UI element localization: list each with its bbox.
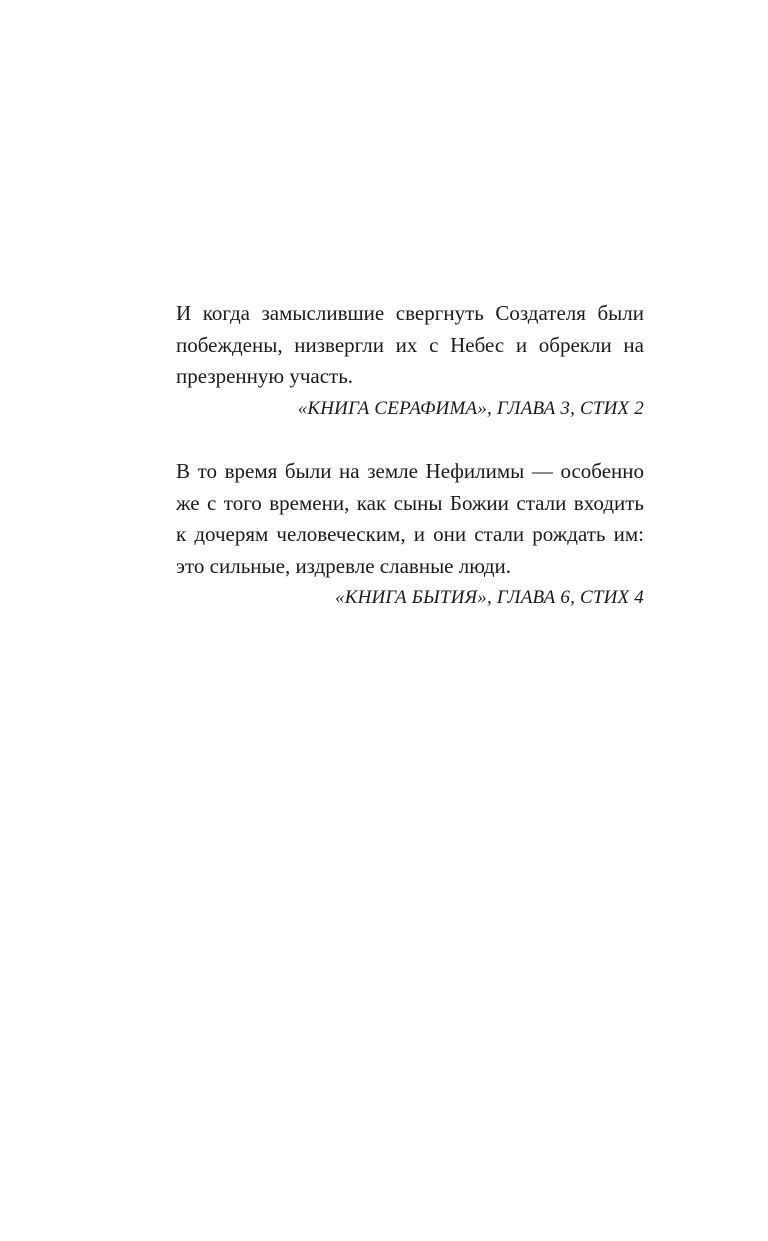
epigraph-source: «КНИГА СЕРАФИМА», ГЛАВА 3, СТИХ 2 (297, 397, 644, 419)
epigraph-line: к дочерям человеческим, и они стали рождать им: (176, 522, 644, 546)
epigraph-line: побеждены, низвергли их с Небес и обрекли на (176, 332, 644, 357)
epigraph-line: презренную участь. (176, 364, 354, 388)
epigraph-genesis (176, 456, 644, 613)
epigraph-seraphim (176, 298, 644, 424)
epigraph-line: это сильные, издревле славные люди. (176, 553, 512, 578)
epigraph-line: И когда замыслившие свергнуть Создателя были (176, 301, 644, 325)
epigraph-line: же с того времени, как сыны Божии стали входить (176, 490, 644, 515)
epigraph-source: «КНИГА БЫТИЯ», ГЛАВА 6, СТИХ 4 (335, 587, 644, 608)
epigraph-line: В то время были на земле Нефилимы — особенно (176, 459, 644, 483)
